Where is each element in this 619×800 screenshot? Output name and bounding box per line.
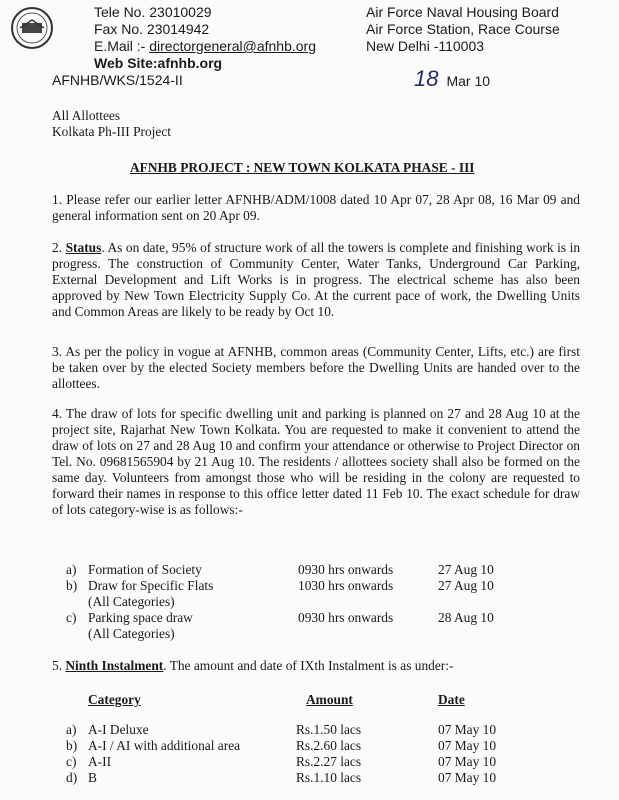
draw-schedule [66, 562, 586, 642]
row-letter: a) [66, 722, 77, 737]
schedule-sub: (All Categories) [88, 626, 175, 641]
email-line [94, 38, 316, 55]
row-date: 07 May 10 [438, 722, 497, 737]
row-category: A-II [88, 754, 112, 769]
schedule-row-sub [66, 594, 586, 610]
schedule-letter: b) [66, 578, 78, 593]
paragraph-5-number: 5. [52, 658, 66, 673]
row-amount: Rs.2.60 lacs [296, 738, 362, 753]
ninth-instalment-label: Ninth Instalment [65, 658, 164, 673]
schedule-event: Formation of Society [88, 562, 202, 577]
org-name: Air Force Naval Housing Board [366, 4, 559, 20]
instalment-table [66, 692, 586, 786]
header-amount: Amount [306, 692, 353, 707]
table-row [66, 754, 586, 770]
org-address-line-1: Air Force Station, Race Course [366, 21, 560, 37]
email-link[interactable]: directorgeneral@afnhb.org [149, 38, 316, 54]
date-month-year: Mar 10 [446, 73, 491, 89]
row-date: 07 May 10 [438, 770, 497, 785]
tele-number: Tele No. 23010029 [94, 4, 212, 20]
paragraph-3: 3. As per the policy in vogue at AFNHB, common areas (Community Center, Lifts, etc.) are first be taken over by the elected Society members before the Dwelling Units are handed over to the allottees. [52, 344, 580, 391]
schedule-date: 28 Aug 10 [438, 610, 494, 625]
schedule-row [66, 610, 586, 626]
header-date: Date [438, 692, 465, 707]
row-amount: Rs.2.27 lacs [296, 754, 362, 769]
subject-line: AFNHB PROJECT : NEW TOWN KOLKATA PHASE - III [130, 160, 475, 175]
row-amount: Rs.1.50 lacs [296, 722, 362, 737]
table-row [66, 770, 586, 786]
paragraph-5-text: . The amount and date of IXth Instalment is as under:- [163, 658, 454, 673]
row-amount: Rs.1.10 lacs [296, 770, 362, 785]
row-letter: b) [66, 738, 78, 753]
row-date: 07 May 10 [438, 754, 497, 769]
paragraph-2-number: 2. [52, 240, 66, 255]
website-link[interactable]: Web Site:afnhb.org [94, 55, 223, 71]
instalment-header-row [66, 692, 586, 722]
row-letter: d) [66, 770, 78, 785]
schedule-time: 1030 hrs onwards [298, 578, 394, 593]
paragraph-1: 1. Please refer our earlier letter AFNHB/ADM/1008 dated 10 Apr 07, 28 Apr 08, 16 Mar 09 and general information sent on 20 Apr 09. [52, 192, 580, 223]
schedule-event: Draw for Specific Flats [88, 578, 214, 593]
addressee-line-1: All Allottees [52, 108, 121, 123]
row-category: A-I Deluxe [88, 722, 149, 737]
status-label: Status [65, 240, 102, 255]
email-prefix: E.Mail :- [94, 38, 150, 54]
row-category: A-I / AI with additional area [88, 738, 241, 753]
header-category: Category [88, 692, 141, 707]
fax-number: Fax No. 23014942 [94, 21, 210, 37]
schedule-row [66, 578, 586, 594]
schedule-letter: c) [66, 610, 77, 625]
row-date: 07 May 10 [438, 738, 497, 753]
schedule-time: 0930 hrs onwards [298, 610, 394, 625]
row-letter: c) [66, 754, 77, 769]
schedule-row [66, 562, 586, 578]
afnhb-emblem-icon [10, 6, 54, 50]
handwritten-day: 18 [414, 66, 439, 91]
paragraph-2-text: . As on date, 95% of structure work of all the towers is complete and finishing work is in progress. The construction of Community Center, Water Tanks, Underground Car Parking, External Development and Lift Works is in progress. The electrical scheme has also been approved by New Town Electricity Supply Co. At the current pace of work, the Dwelling Units and Common Areas are likely to be ready by Oct 10. [52, 240, 581, 319]
org-address-line-2: New Delhi -110003 [366, 38, 485, 54]
schedule-event: Parking space draw [88, 610, 193, 625]
table-row [66, 722, 586, 738]
letter-date [414, 66, 490, 92]
schedule-sub: (All Categories) [88, 594, 175, 609]
schedule-letter: a) [66, 562, 77, 577]
paragraph-2 [52, 240, 580, 320]
schedule-row-sub [66, 626, 586, 642]
schedule-date: 27 Aug 10 [438, 578, 494, 593]
addressee-line-2: Kolkata Ph-III Project [52, 124, 171, 139]
schedule-time: 0930 hrs onwards [298, 562, 394, 577]
reference-number: AFNHB/WKS/1524-II [52, 72, 183, 88]
table-row [66, 738, 586, 754]
paragraph-4: 4. The draw of lots for specific dwelling unit and parking is planned on 27 and 28 Aug 10 at the project site, Rajarhat New Town Kolkata. You are requested to make it convenient to attend the draw of lots on 27 and 28 Aug 10 and confirm your attendance or otherwise to Project Director on Tel. No. 09681565904 by 21 Aug 10. The residents / allottees society shall also be formed on the same day. Volunteers from amongst those who will be residing in the colony are requested to forward their names in response to this office letter dated 11 Feb 10. The exact schedule for draw of lots category-wise is as follows:- [52, 406, 580, 517]
schedule-date: 27 Aug 10 [438, 562, 494, 577]
row-category: B [88, 770, 97, 785]
paragraph-5 [52, 658, 580, 674]
